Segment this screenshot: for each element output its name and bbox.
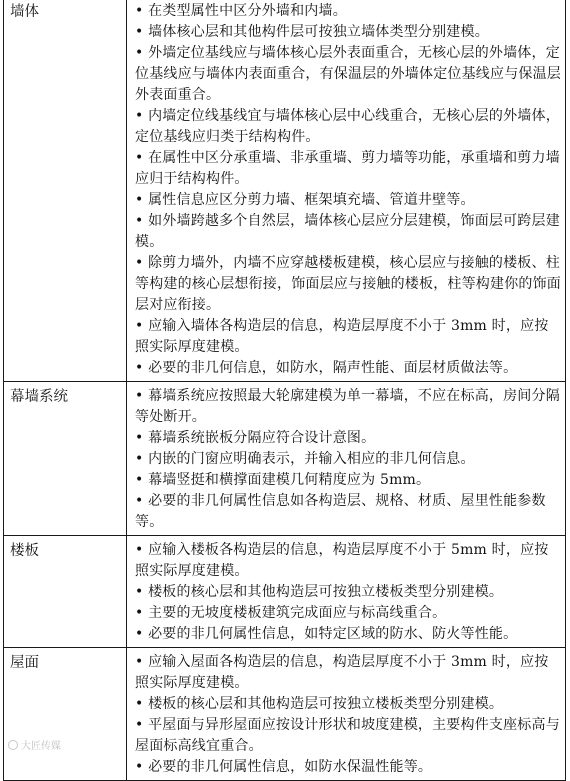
- list-item: • 幕墙系统嵌板分隔应符合设计意图。: [135, 430, 376, 446]
- list-item: • 平屋面与异形屋面应按设计形状和坡度建模，主要构件支座标高与屋面标高线宜重合。: [135, 717, 560, 754]
- requirements-cell: [127, 648, 566, 781]
- list-item: • 楼板的核心层和其他构造层可按独立楼板类型分别建模。: [135, 696, 504, 712]
- requirements-cell: [127, 382, 566, 536]
- list-item: • 应输入屋面各构造层的信息，构造层厚度不小于 3mm 时，应按照实际厚度建模。: [135, 654, 549, 691]
- table-row: [4, 382, 566, 536]
- spec-table: [3, 0, 566, 781]
- requirements-cell: [127, 536, 566, 648]
- component-name-cell: 墙体: [4, 0, 127, 382]
- list-item: • 在类型属性中区分外墙和内墙。: [135, 3, 347, 19]
- list-item: • 属性信息应区分剪力墙、框架填充墙、管道井壁等。: [135, 192, 475, 208]
- requirements-cell: [127, 0, 566, 382]
- list-item: • 必要的非几何属性信息，如特定区域的防水、防火等性能。: [135, 626, 518, 642]
- table-row: [4, 536, 566, 648]
- watermark: [8, 737, 61, 752]
- list-item: • 必要的非几何属性信息如各构造层、规格、材质、屋里性能参数等。: [135, 493, 546, 530]
- component-name-cell: 幕墙系统: [4, 382, 127, 536]
- table-row: [4, 648, 566, 781]
- list-item: • 幕墙系统应按照最大轮廓建模为单一幕墙，不应在标高，房间分隔等处断开。: [135, 388, 560, 425]
- list-item: • 必要的非几何属性信息，如防水保温性能等。: [135, 759, 433, 775]
- list-item: • 除剪力墙外，内墙不应穿越楼板建模，核心层应与接触的楼板、柱等构建的核心层想衔接，饰面层应与接触的楼板，柱等构建你的饰面层对应衔接。: [135, 255, 561, 313]
- watermark-text: 大匠传媒: [21, 741, 61, 752]
- list-item: • 墙体核心层和其他构件层可按独立墙体类型分别建模。: [135, 24, 489, 40]
- list-item: • 如外墙跨越多个自然层，墙体核心层应分层建模，饰面层可跨层建模。: [135, 213, 560, 250]
- list-item: • 楼板的核心层和其他构造层可按独立楼板类型分别建模。: [135, 584, 504, 600]
- component-name-cell: 屋面: [4, 648, 127, 781]
- list-item: • 内墙定位线基线宜与墙体核心层中心线重合，无核心层的外墙体，定位基线应归类于结构构件。: [135, 108, 560, 145]
- list-item: • 在属性中区分承重墙、非承重墙、剪力墙等功能，承重墙和剪力墙应归于结构构件。: [135, 150, 560, 187]
- spec-table-body: [4, 0, 566, 781]
- list-item: • 幕墙竖挺和横撑面建模几何精度应为 5mm。: [135, 472, 431, 488]
- component-name-cell: 楼板: [4, 536, 127, 648]
- watermark-icon: [8, 740, 18, 750]
- list-item: • 外墙定位基线应与墙体核心层外表面重合，无核心层的外墙体，定位基线应与墙体内表面重合，有保温层的外墙体定位基线应与保温层外表面重合。: [135, 45, 561, 103]
- table-row: [4, 0, 566, 382]
- list-item: • 主要的无坡度楼板建筑完成面应与标高线重合。: [135, 605, 447, 621]
- list-item: • 必要的非几何信息，如防水，隔声性能、面层材质做法等。: [135, 360, 518, 376]
- list-item: • 内嵌的门窗应明确表示，并输入相应的非几何信息。: [135, 451, 475, 467]
- list-item: • 应输入楼板各构造层的信息，构造层厚度不小于 5mm 时，应按照实际厚度建模。: [135, 542, 549, 579]
- list-item: • 应输入墙体各构造层的信息，构造层厚度不小于 3mm 时，应按照实际厚度建模。: [135, 318, 549, 355]
